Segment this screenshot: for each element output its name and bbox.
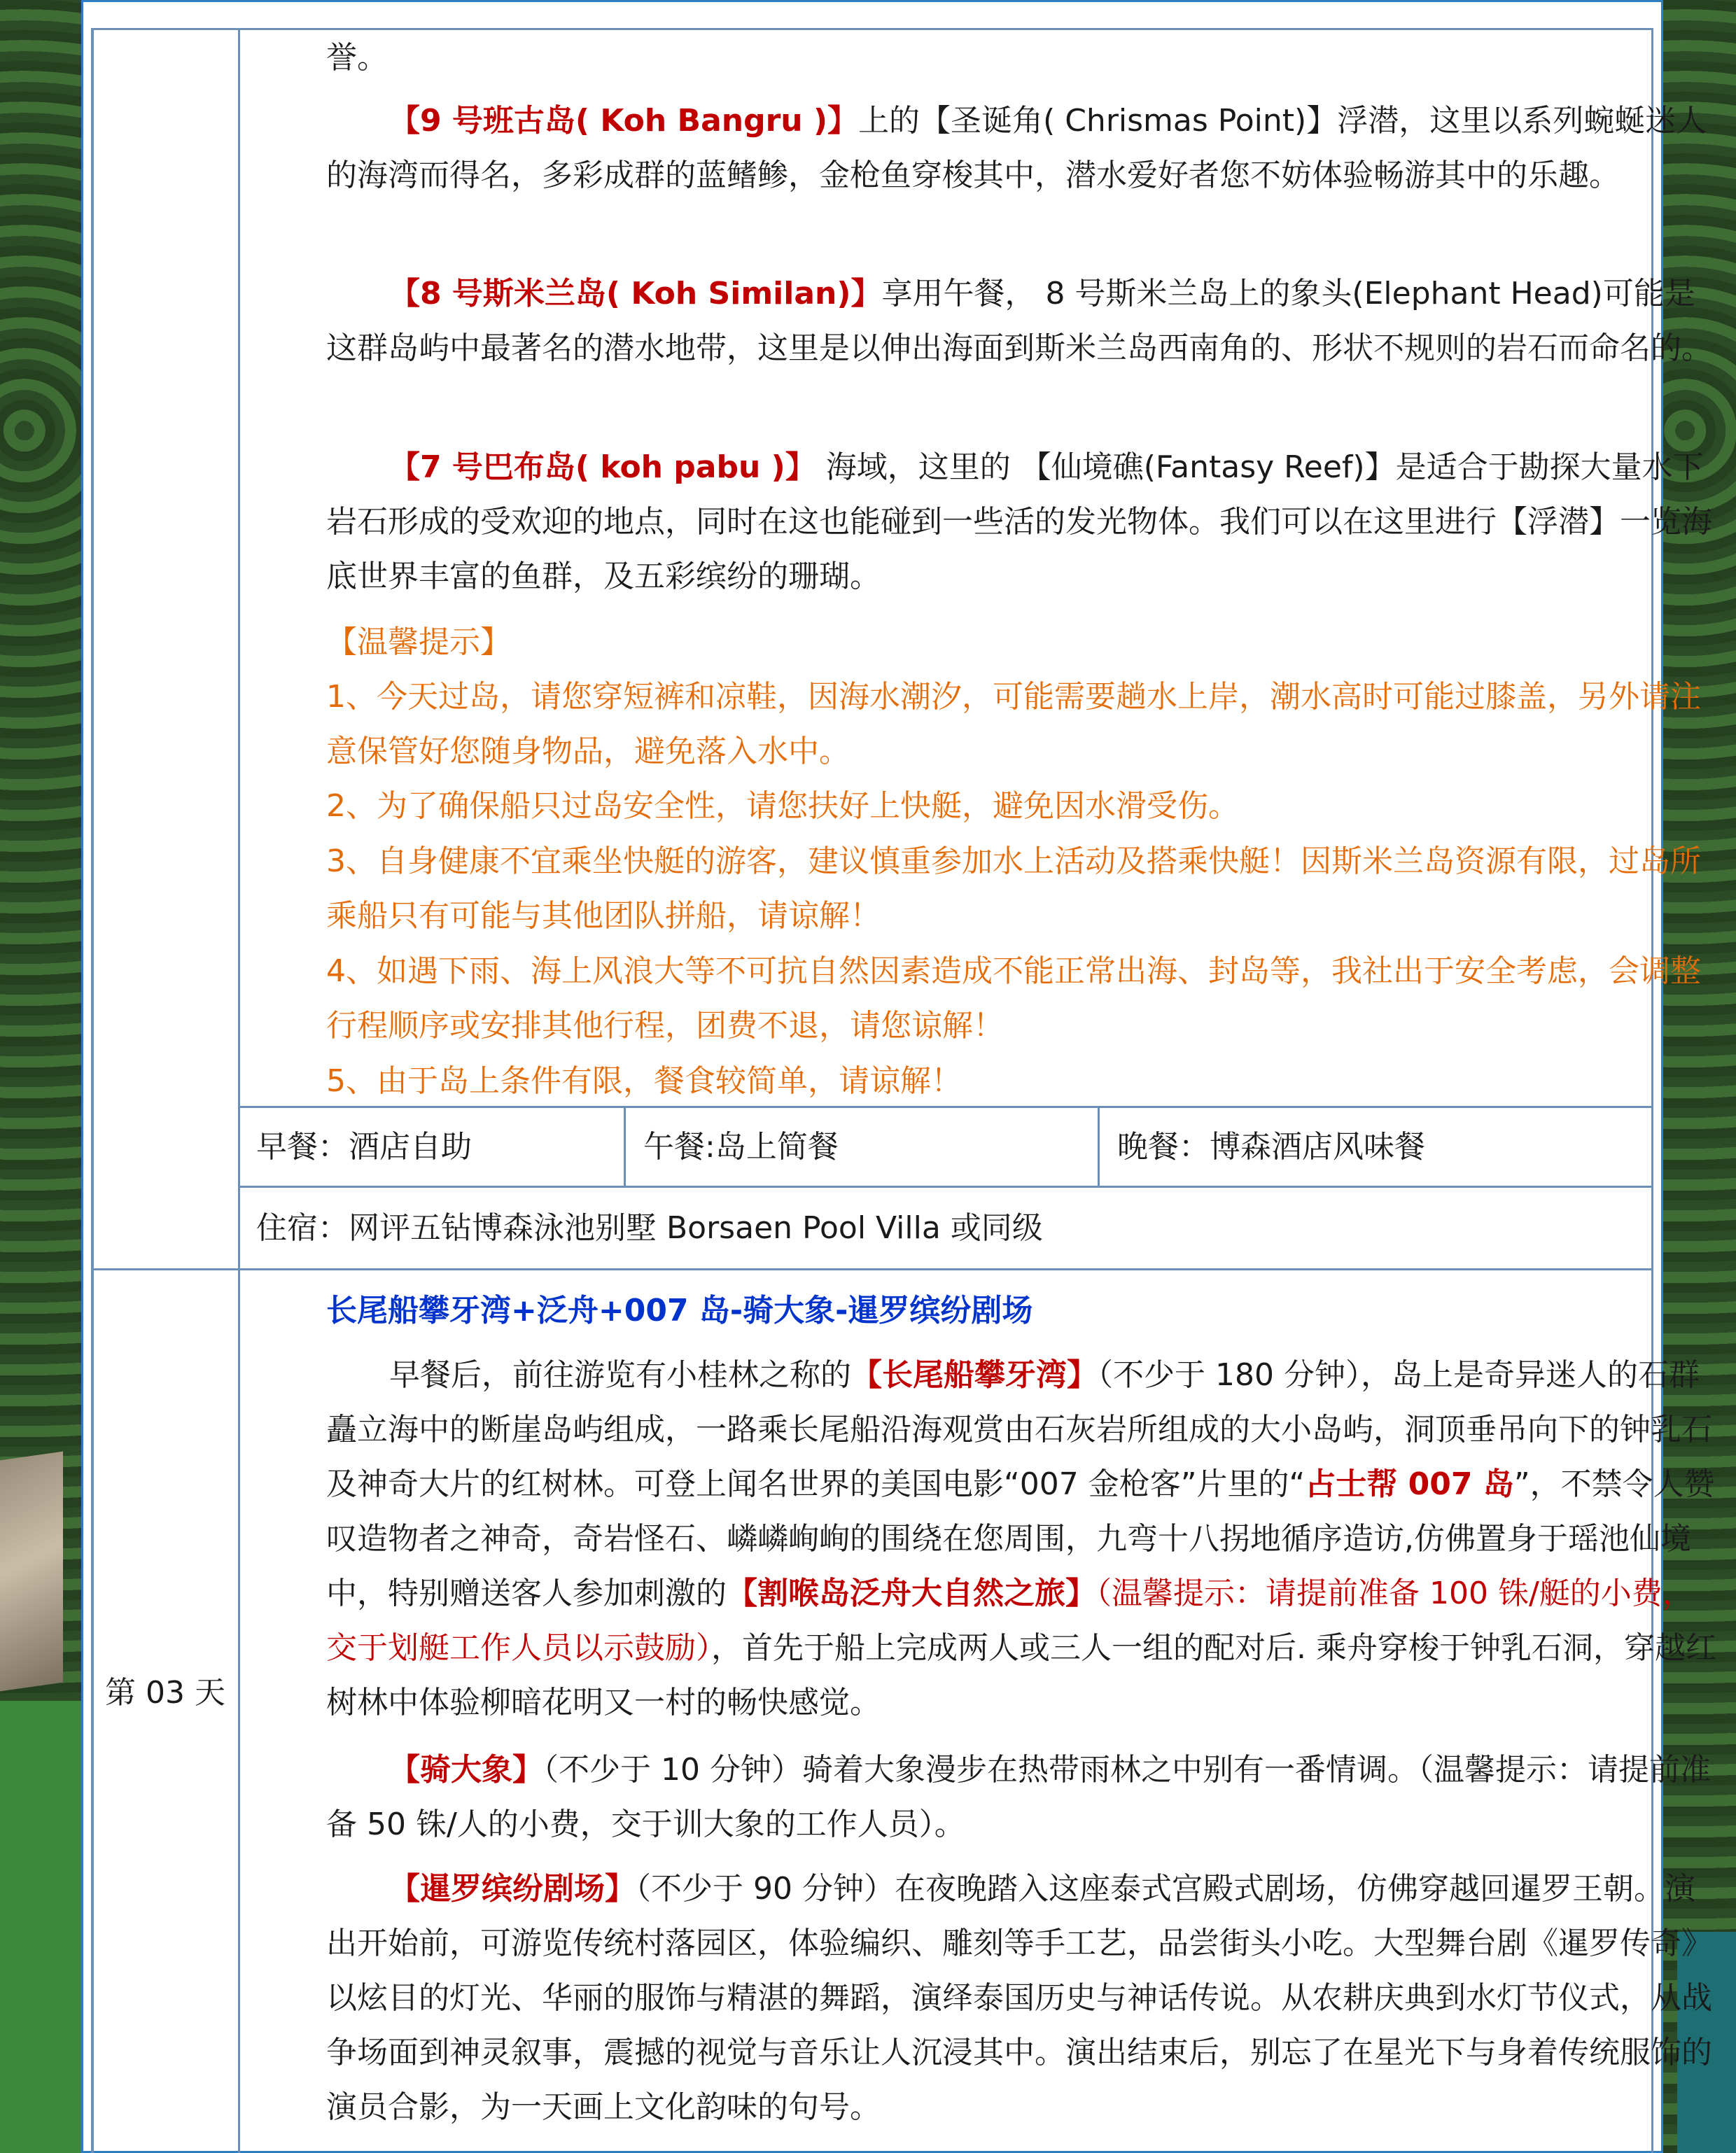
meals-divider-1 (624, 1106, 626, 1186)
canoe-tip: （温馨提示：请提前准备 100 铢/艇的小费，交于划艇工作人员以示鼓励） (326, 1576, 1693, 1666)
table-col-divider (238, 28, 240, 2153)
itinerary-page (81, 0, 1716, 2153)
meal-dinner: 晚餐：博森酒店风味餐 (1117, 1129, 1425, 1165)
paragraph-phang-nga (326, 1348, 1719, 1730)
text-phang-nga-1: 早餐后，前往游览有小桂林之称的 (389, 1357, 851, 1393)
text-elephant: （不少于 10 分钟）骑着大象漫步在热带雨林之中别有一番情调。（温馨提示：请提前准备 50 铢/人的小费，交于训大象的工作人员）。 (326, 1752, 1711, 1842)
continued-text (326, 31, 1719, 85)
highlight-canoe: 【割喉岛泛舟大自然之旅】 (727, 1576, 1096, 1611)
continued-word: 誉。 (326, 40, 388, 76)
day-label: 第 03 天 (105, 1675, 225, 1711)
background-roof (0, 1452, 63, 1692)
tip-item-4: 4、如遇下雨、海上风浪大等不可抗自然因素造成不能正常出海、封岛等，我社出于安全考虑，会调整行程顺序或安排其他行程，团费不退，请您谅解！ (326, 953, 1701, 1044)
text-koh-bangru: 上的【圣诞角( Chrismas Point)】浮潜，这里以系列蜿蜒迷人的海湾而得名，多彩成群的蓝鳍鲹，金枪鱼穿梭其中，潜水爱好者您不妨体验畅游其中的乐趣。 (326, 103, 1707, 193)
text-phang-nga-2: （不少于 180 分钟），岛上是奇异迷人的石群矗立海中的断崖岛屿组成，一路乘长尾船沿海观赏由石灰岩所组成的大小岛屿，洞顶垂吊向下的钟乳石及神奇大片的红树林。可登上闻名世界的美国电影“007 金枪客”片里的“ (326, 1357, 1712, 1502)
paragraph-koh-pabu (326, 440, 1719, 604)
tips-title: 【温馨提示】 (326, 624, 511, 660)
paragraph-koh-bangru (326, 94, 1719, 203)
highlight-koh-pabu: 【7 号巴布岛( koh pabu )】 (389, 449, 816, 485)
text-koh-similan: 享用午餐， 8 号斯米兰岛上的象头(Elephant Head)可能是这群岛屿中最著名的潜水地带，这里是以伸出海面到斯米兰岛西南角的、形状不规则的岩石而命名的。 (326, 276, 1712, 366)
highlight-elephant: 【骑大象】 (389, 1752, 543, 1788)
paragraph-siam-theater (326, 1862, 1719, 2135)
text-siam-theater: （不少于 90 分钟）在夜晚踏入这座泰式宫殿式剧场，仿佛穿越回暹罗王朝。演出开始前，可游览传统村落园区，体验编织、雕刻等手工艺，品尝街头小吃。大型舞台剧《暹罗传奇》以炫目的灯光、华丽的服饰与精湛的舞蹈，演绎泰国历史与神话传说。从农耕庆典到水灯节仪式，从战争场面到神灵叙事，震撼的视觉与音乐让人沉浸其中。演出结束后，别忘了在星光下与身着传统服饰的演员合影，为一天画上文化韵味的句号。 (326, 1871, 1712, 2125)
highlight-koh-bangru: 【9 号班古岛( Koh Bangru )】 (389, 103, 859, 139)
highlight-siam-theater: 【暹罗缤纷剧场】 (389, 1871, 636, 1907)
highlight-phang-nga: 【长尾船攀牙湾】 (851, 1357, 1098, 1393)
tip-item-3: 3、自身健康不宜乘坐快艇的游客，建议慎重参加水上活动及搭乘快艇！因斯米兰岛资源有限，过岛所乘船只有可能与其他团队拼船，请谅解！ (326, 843, 1701, 934)
day3-title: 长尾船攀牙湾+泛舟+007 岛-骑大象-暹罗缤纷剧场 (326, 1293, 1033, 1328)
tip-item-1: 1、今天过岛，请您穿短裤和凉鞋，因海水潮汐，可能需要趟水上岸，潮水高时可能过膝盖，另外请注意保管好您随身物品，避免落入水中。 (326, 679, 1701, 769)
hotel-info: 住宿：网评五钻博森泳池别墅 Borsaen Pool Villa 或同级 (256, 1210, 1043, 1246)
hotel-row-top-border (238, 1186, 1653, 1188)
tip-item-5: 5、由于岛上条件有限，餐食较简单，请谅解！ (326, 1063, 962, 1099)
paragraph-koh-similan (326, 267, 1719, 376)
highlight-007-island: 占士帮 007 岛 (1305, 1466, 1514, 1502)
tip-item-2: 2、为了确保船只过岛安全性，请您扶好上快艇，避免因水滑受伤。 (326, 788, 1239, 824)
meals-divider-2 (1098, 1106, 1100, 1186)
background-left-aerial (0, 0, 81, 2153)
paragraph-elephant (326, 1743, 1719, 1852)
text-phang-nga-4: ，首先于船上完成两人或三人一组的配对后. 乘舟穿梭于钟乳石洞，穿越红树林中体验柳暗花明又一村的畅快感觉。 (326, 1630, 1716, 1720)
day3-row-top-border (91, 1268, 1653, 1270)
meal-breakfast: 早餐：酒店自助 (256, 1129, 472, 1165)
meal-lunch: 午餐:岛上简餐 (643, 1129, 839, 1165)
background-lawn (0, 1701, 81, 2153)
text-phang-nga-3: ”，不禁令人赞叹造物者之神奇，奇岩怪石、嶙嶙峋峋的围绕在您周围，九弯十八拐地循序造访,仿佛置身于瑶池仙境中，特别赠送客人参加刺激的 (326, 1466, 1715, 1611)
highlight-koh-similan: 【8 号斯米兰岛( Koh Similan)】 (389, 276, 882, 311)
text-koh-pabu: 海域，这里的 【仙境礁(Fantasy Reef)】是适合于勘探大量水下岩石形成的受欢迎的地点，同时在这也能碰到一些活的发光物体。我们可以在这里进行【浮潜】一览海底世界丰富的鱼群，及五彩缤纷的珊瑚。 (326, 449, 1712, 594)
